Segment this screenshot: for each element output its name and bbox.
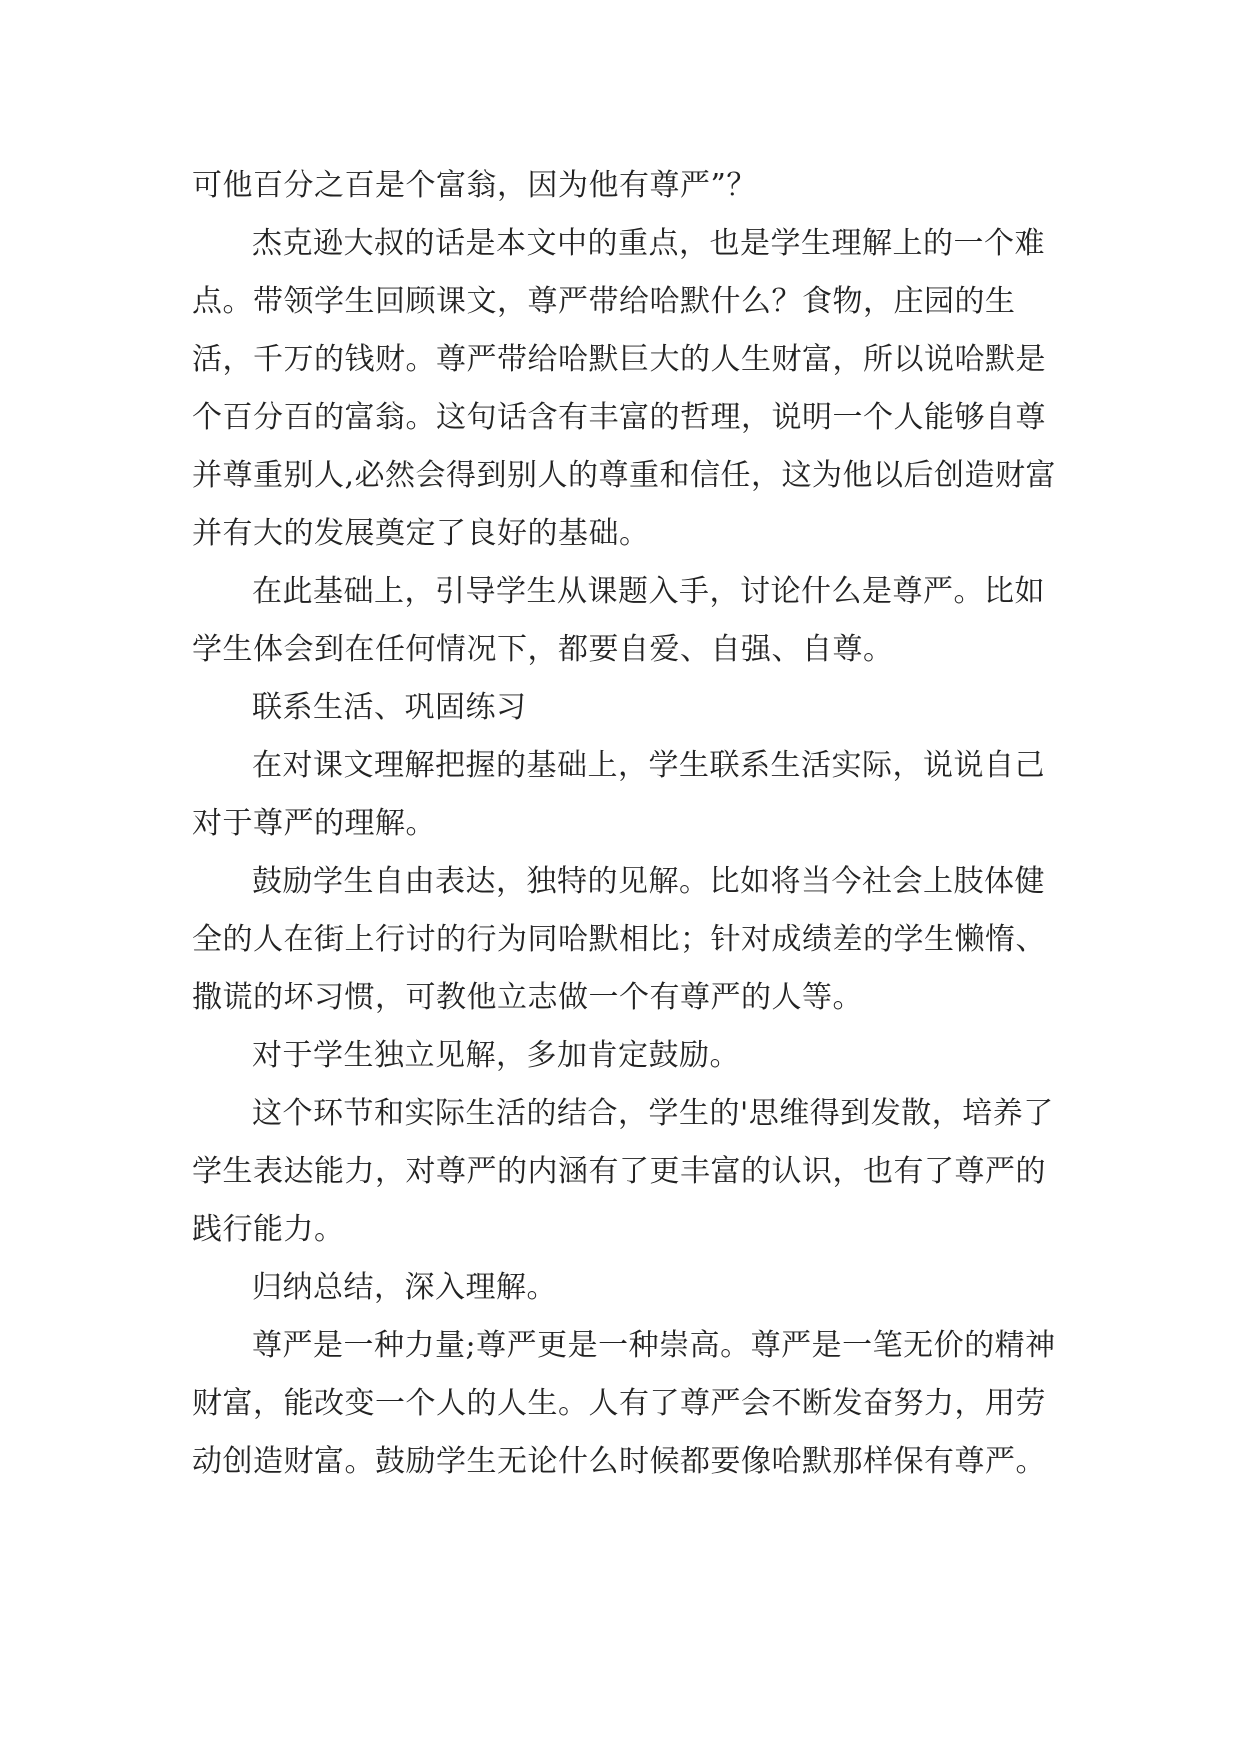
paragraph-2: 杰克逊大叔的话是本文中的重点，也是学生理解上的一个难点。带领学生回顾课文，尊严带给哈默什么？食物，庄园的生活，千万的钱财。尊严带给哈默巨大的人生财富，所以说哈默是个百分百的富翁。这句话含有丰富的哲理，说明一个人能够自尊并尊重别人,必然会得到别人的尊重和信任，这为他以后创造财富并有大的发展奠定了良好的基础。 — [192, 226, 1057, 551]
section-heading-2: 归纳总结，深入理解。 — [252, 1270, 557, 1305]
paragraph-7: 这个环节和实际生活的结合，学生的'思维得到发散，培养了学生表达能力，对尊严的内涵有了更丰富的认识，也有了尊严的践行能力。 — [192, 1096, 1054, 1247]
section-heading-1: 联系生活、巩固练习 — [252, 690, 527, 725]
paragraph-6: 对于学生独立见解，多加肯定鼓励。 — [252, 1038, 740, 1073]
paragraph-8: 尊严是一种力量;尊严更是一种崇高。尊严是一笔无价的精神财富，能改变一个人的人生。人有了尊严会不断发奋努力，用劳动创造财富。鼓励学生无论什么时候都要像哈默那样保有尊严。 — [192, 1328, 1056, 1479]
paragraph-5: 鼓励学生自由表达，独特的见解。比如将当今社会上肢体健全的人在街上行讨的行为同哈默相比；针对成绩差的学生懒惰、撒谎的坏习惯，可教他立志做一个有尊严的人等。 — [192, 864, 1046, 1015]
paragraph-1: 可他百分之百是个富翁，因为他有尊严”？ — [192, 168, 757, 203]
paragraph-4: 在对课文理解把握的基础上，学生联系生活实际，说说自己对于尊严的理解。 — [192, 748, 1045, 841]
document-body — [192, 157, 1062, 1491]
paragraph-3: 在此基础上，引导学生从课题入手，讨论什么是尊严。比如学生体会到在任何情况下，都要自爱、自强、自尊。 — [192, 574, 1045, 667]
